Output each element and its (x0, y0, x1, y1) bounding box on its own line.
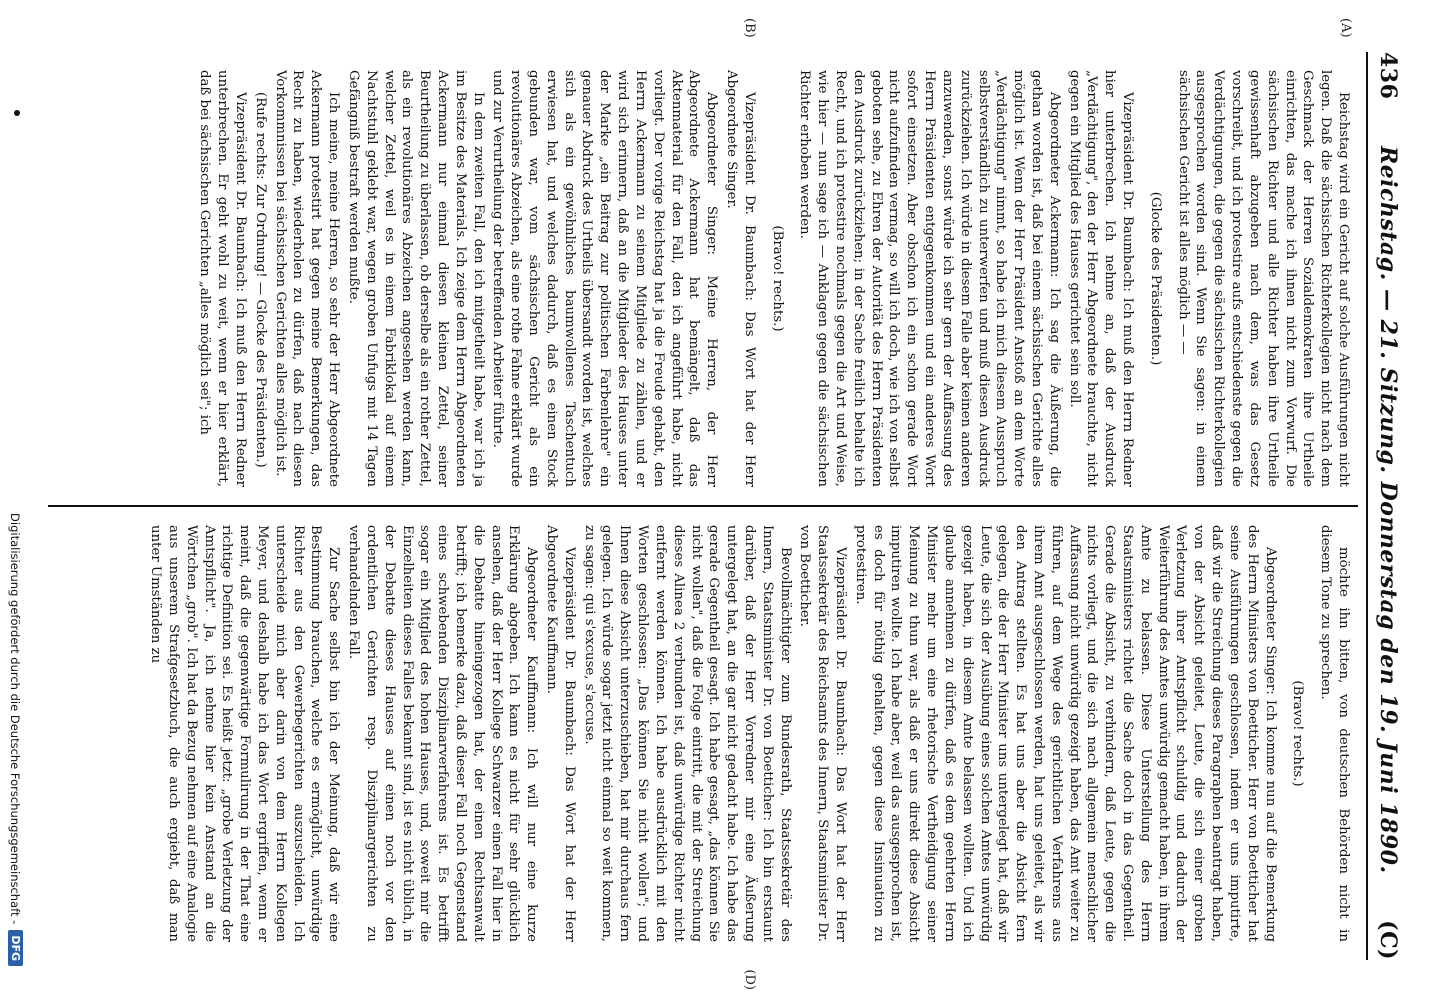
text-columns (48, 18, 1358, 990)
paragraph: Reichstag wird ein Gericht auf solche Ausführungen nicht legen. Daß die sächsischen Richterkollegien nicht nach dem Geschmack der Herren Sozialdemokraten ihre Urtheile einrichten, das mache ich ihnen nicht zum Vorwurf. Die sächsischen Richter und alle Richter haben ihre Urtheile gewissenhaft abzugeben nach dem, was das Gesetz vorschreibt, und ich protestire aufs entschiedenste gegen die Verdächtigungen, die gegen die sächsischen Richterkollegien ausgesprochen worden sind. Wenn Sie sagen: in einem sächsischen Gericht ist alles möglich — — (1175, 70, 1351, 487)
stage-direction: (Bravo! rechts.) (769, 225, 785, 332)
margin-marker-a: (A) (1338, 18, 1353, 38)
page-number: 436 (1375, 52, 1401, 100)
credit-text: Digitalisierung gefördert durch die Deutsche Forschungsgemeinschaft - (8, 513, 23, 925)
stage-direction: (Glocke des Präsidenten.) (1147, 191, 1163, 366)
paragraph: Abgeordneter Ackermann: Ich sag die Äußerung, die gethan worden ist, daß bei einem sächsischen Gerichte alles möglich ist. Wenn der Herr Präsident Anstoß an dem Worte „Verdächtigung" nimmt, so habe ich mich diesem Ausspruch selbstverständlich zu unterwerfen und muß diesen Ausdruck zurückziehen. Ich würde in diesem Falle aber keinen anderen anzuwenden, sonst würde ich sehr gern der Auffassung des Herrn Präsidenten entgegenkommen und ein anderes Wort sofort einsetzen. Aber obschon ich ein schon gerade Wort nicht aufzufinden vermag, so will ich doch, wie ich von selbst geboten sehe, zu Ehren der Autorität des Herrn Präsidenten den Ausdruck zurückziehen; in der Sache freilich behalte ich Recht, und ich protestire nochmals gegen die Art und Weise, wie hier — nun sage ich — Anklagen gegen die sächsischen Richter erhoben werden. (797, 70, 1062, 487)
paragraph: Vizepräsident Dr. Baumbach: Das Wort hat der Herr Abgeordnete Kauffmann. (544, 525, 577, 942)
dfg-logo: DFG (8, 930, 23, 966)
paragraph: Vizepräsident Dr. Baumbach: Ich muß den Herrn Redner hier unterbrechen. Ich nehme an, daß der Ausdruck „Verdächtigung", den der Herr Abgeordnete brauchte, nicht gegen ein Mitglied des Hauses gerichtet sein soll. (1066, 70, 1136, 487)
paragraph: In dem zweiten Fall, den ich mitgetheilt habe, war ich ja im Besitze des Materials. Ich zeige dem Herrn Abgeordneten Ackermann nur einmal diesen kleinen Zettel, seiner Beurtheilung zu überlassen, ob derselbe als ein rother Zettel, als ein revolutionäres Abzeichen angesehen werden kann, welcher Zettel, weil es in einem Fabriklokal auf einem Nachtstuhl geklebt war, wegen groben Unfugs mit 14 Tagen Gefängniß bestraft werden mußte. (345, 70, 486, 487)
margin-marker-d: (D) (742, 969, 757, 990)
margin-marker-b: (B) (742, 18, 757, 38)
paragraph: Bevollmächtigter zum Bundesrath, Staatssekretär des Innern, Staatsminister Dr. von Boetticher: Ich bin erstaunt darüber, daß der Herr Vorredner mir eine Äußerung untergelegt hat, an die gar nicht gedacht habe. Ich habe das gerade Gegentheil gesagt. Ich habe gesagt, „das können Sie nicht wollen", daß die Folge eintritt, die mit der Streichung dieses Alinea 2 verbunden ist, daß unwürdige Richter nicht entfernt werden können. Ich habe ausdrücklich mit den Worten geschlossen: „Das können Sie nicht wollen"; und Ihnen diese Absicht unterzuschieben, hat mir durchaus fern gelegen. Ich würde sogar jetzt nicht einmal so weit kommen, zu sagen: qui s'excuse, s'accuse. (581, 525, 793, 942)
stage-direction: (Rufe rechts: Zur Ordnung! — Glocke des Präsidenten.) (252, 92, 268, 468)
paragraph: möchte ihn bitten, von deutschen Behörden nicht in diesem Tone zu sprechen. (1318, 525, 1351, 942)
stage-direction: (Bravo! rechts.) (1290, 680, 1306, 787)
paragraph: Zur Sache selbst bin ich der Meinung, daß wir eine Bestimmung brauchen, welche es ermöglicht, unwürdige Richter aus den Gewerbegerichten auszuscheiden. Ich unterscheide mich aber darin von dem Herrn Kollegen Meyer, und deshalb habe ich das Wort ergriffen, wenn er meint, daß die gegenwärtige Formulirung in der That eine richtige Definition sei. Es heißt jetzt: „grobe Verletzung der Amtspflicht". Ja, ich nehme hier kein Anstand an die Wörtchen „grob". Ich hat da Bezug nehmen auf eine Analogie aus unserem Strafgesetzbuch, die auch ergiebt, daß man unter Umständen zu (148, 525, 342, 942)
digitization-credit (8, 513, 23, 966)
paragraph: Vizepräsident Dr. Baumbach: Das Wort hat der Herr Abgeordnete Singer. (724, 70, 757, 487)
page-title: Reichstag. — 21. Sitzung. Donnerstag den 19. Juni 1890. (1375, 145, 1401, 874)
paragraph: Abgeordneter Singer: Ich komme nun auf die Bemerkung des Herrn Ministers von Boetticher. Herr von Boetticher hat seine Ausführungen geschlossen, indem er uns imputirte, daß wir die Streichung dieses Paragraphen beantragt haben, von der Absicht geleitet, Leute, die sich einer groben Verletzung ihrer Amtspflicht schuldig und dadurch der Weiterführung des Amtes unwürdig gemacht haben, in ihrem Amte zu belassen. Diese Unterstellung des Herrn Staatsministers richtet die Sache doch in das Gegentheil. Gerade die Absicht, zu verhindern, daß Leute, gegen die nichts vorliegt, und die sich nach allgemein menschlicher Auffassung nicht unwürdig gezeigt haben, das Amt weiter zu führen, auf dem Wege des gerichtlichen Verfahrens aus ihrem Amt ausgeschlossen werden, hat uns geleitet, als wir den Antrag stellten. Es hat uns aber die Absicht fern gelegen, die der Herr Minister uns untergelegt hat, daß wir Leute, die sich der Ausübung eines solchen Amtes unwürdig gezeigt haben, in diesem Amte belassen wollten. Und ich glaube annehmen zu dürfen, daß es dem geehrten Herrn Minister mehr um eine rhetorische Vertheidigung seiner Meinung zu thun war, als daß er uns direkt diese Absicht imputiren wollte. Ich habe aber, weil das ausgesprochen ist, es doch für nöthig gehalten, gegen diese Insinuation zu protestiren. (852, 525, 1278, 942)
paragraph: Vizepräsident Dr. Baumbach: Das Wort hat der Herr Staatssekretär des Reichsamts des Innern, Staatsminister Dr. von Boetticher. (797, 525, 849, 942)
paragraph: Vizepräsident Dr. Baumbach: Ich muß den Herrn Redner unterbrechen. Er geht wohl zu weit, wenn er hier erklärt, daß bei sächsischen Gerichten „alles möglich sei"; ich (197, 70, 249, 487)
paragraph: Abgeordneter Singer: Meine Herren, der Herr Abgeordnete Ackermann hat bemängelt, daß das Aktenmaterial für den Fall, den ich angeführt habe, nicht vorliegt. Der vorige Reichstag hat ja die Freude gehabt, den Herrn Ackermann zu seinem Mitgliede zu zählen, und er wird sich erinnern, daß an die Mitglieder des Hauses unter der Marke „ein Beitrag zur politischen Farbenlehre" ein genauer Abdruck des Urtheils übersandt worden ist, welches sich als ein gewöhnliches baumwollenes Taschentuch erwiesen hat, und welches dadurch, daß es einen Stock gebunden war, vom sächsischen Gericht als ein revolutionäres Abzeichen, als eine rothe Fahne erklärt wurde und zur Verurtheilung der betreffenden Arbeiter führte. (490, 70, 720, 487)
right-column (48, 507, 1358, 990)
left-column (48, 18, 1358, 505)
page-header (1366, 52, 1408, 960)
paragraph: Ich meine, meine Herren, so sehr der Herr Abgeordnete Ackermann protestirt hat gegen meine Bemerkungen, das Recht zu haben, wiederholen zu dürfen, daß nach diesen Vorkommnissen bei sächsischen Gerichten alles möglich ist. (272, 70, 342, 487)
paragraph: Abgeordneter Kauffmann: Ich will nur eine kurze Erklärung abgeben. Ich kann es nicht für sehr glücklich ansehen, daß der Herr Kollege Schwarzer einen Fall hier in die Debatte hineingezogen hat, der einen Rechtsanwalt betrifft; ich bemerke dazu, daß dieser Fall noch Gegenstand eines schwebenden Disziplinarverfahrens ist. Es betrifft sogar ein Mitglied des hohen Hauses, und, soweit mir die Einzelheiten dieses Falles bekannt sind, ist es nicht üblich, in der Debatte dieses Hauses auf einen noch vor den ordentlichen Gerichten resp. Disziplinargerichten zu verhandelnden Fall. (346, 525, 540, 942)
margin-marker-c: (C) (1375, 920, 1401, 960)
scan-speck (14, 110, 20, 116)
